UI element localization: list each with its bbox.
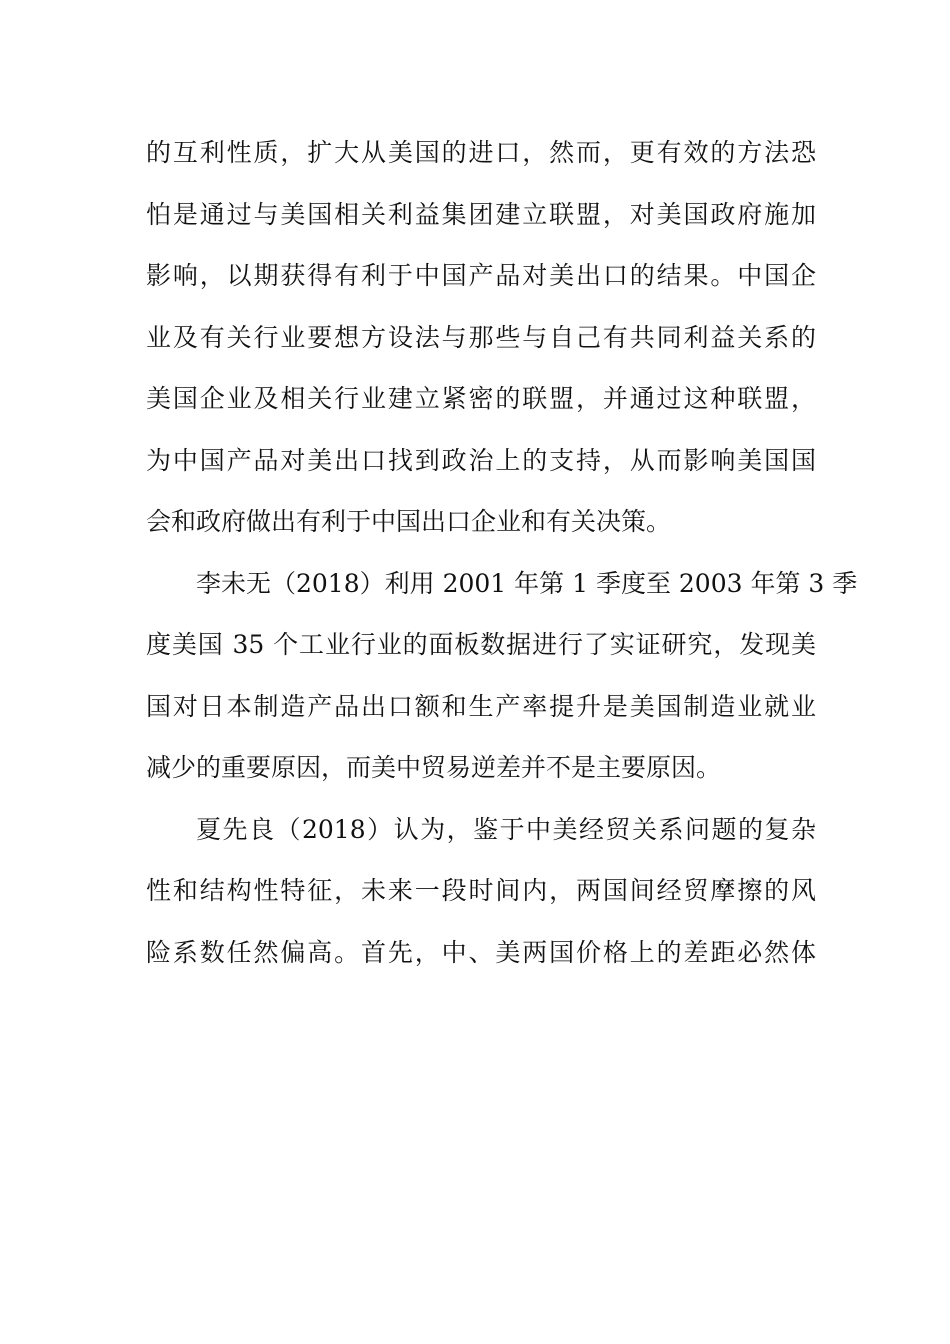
body-text	[146, 128, 858, 989]
text-line: 影响，以期获得有利于中国产品对美出口的结果。中国企	[146, 261, 816, 290]
text-line: 怕是通过与美国相关利益集团建立联盟，对美国政府施加	[146, 199, 816, 229]
text-line: 业及有关行业要想方设法与那些与自己有共同利益关系的	[146, 322, 816, 352]
text-line: 李未无（2018）利用 2001 年第 1 季度至 2003 年第 3 季	[196, 568, 858, 598]
paragraph-1	[146, 128, 816, 559]
text-line: 夏先良（2018）认为，鉴于中美经贸关系问题的复杂	[196, 814, 816, 844]
text-line: 度美国 35 个工业行业的面板数据进行了实证研究，发现美	[146, 630, 816, 659]
text-line: 性和结构性特征，未来一段时间内，两国间经贸摩擦的风	[146, 876, 816, 905]
text-line: 险系数任然偏高。首先，中、美两国价格上的差距必然体	[146, 937, 816, 967]
text-line: 为中国产品对美出口找到政治上的支持，从而影响美国国	[146, 445, 816, 475]
paragraph-2	[146, 559, 858, 805]
text-line: 会和政府做出有利于中国出口企业和有关决策。	[146, 507, 672, 536]
paragraph-3	[146, 805, 816, 990]
text-line: 减少的重要原因，而美中贸易逆差并不是主要原因。	[146, 753, 722, 782]
text-line: 国对日本制造产品出口额和生产率提升是美国制造业就业	[146, 691, 816, 721]
text-line: 美国企业及相关行业建立紧密的联盟，并通过这种联盟，	[146, 384, 816, 413]
text-line: 的互利性质，扩大从美国的进口，然而，更有效的方法恐	[146, 138, 816, 167]
